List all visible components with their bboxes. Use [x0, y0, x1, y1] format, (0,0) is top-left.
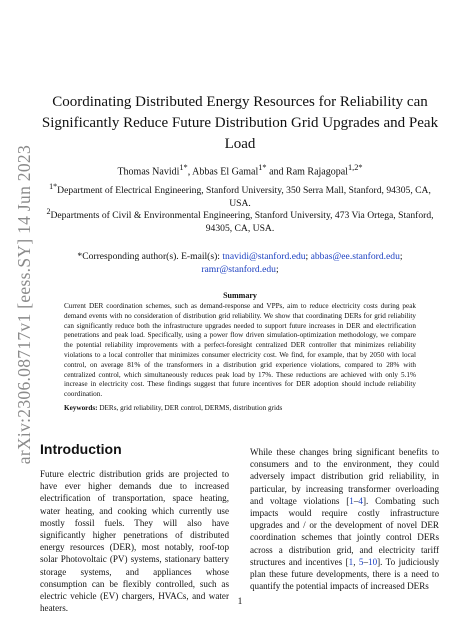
corresponding-author: [40, 251, 440, 276]
author-separator: and: [266, 166, 287, 178]
affiliation-text: Departments of Civil & Environmental Engineering, Stanford University, 473 Via Ortega, Stanford, 94305, CA, USA.: [50, 210, 434, 234]
author-separator: ,: [187, 166, 193, 178]
keywords-text: DERs, grid reliability, DER control, DERMS, distribution grids: [97, 404, 283, 412]
summary-text: Current DER coordination schemes, such as demand-response and VPPs, aim to reduce electricity costs during peak demand events with no consideration of distribution grid reliability. We show that coordinating DERs for grid reliability can significantly reduce both the infrastructure upgrades needed to support future increases in DER and electrification penetrations and peak load. Specifically, using a power flow driven simulation-optimization methodology, we compare the potential reliability improvements with a perfect-foresight centralized DER controller that minimizes reliability violations to a local controller that minimizes consumer electricity cost. We find, for example, that by 2050 with local control, on average 81% of the transformers in a distribution grid experience violations, compared to 28% with centralized control, which simultaneously reduces peak load by 17%. These reductions are achieved with only 5.1% increase in electricity cost. These findings suggest that future incentives for DER adoption should include reliability coordination.: [64, 302, 416, 399]
affiliation-superscript: 2: [46, 207, 51, 216]
email-separator: ;: [305, 251, 311, 262]
arxiv-identifier: arXiv:2306.08717v1 [eess.SY] 14 Jun 2023: [13, 145, 34, 465]
affiliation-2: [40, 206, 440, 235]
citation-link[interactable]: 1: [349, 495, 354, 506]
author-list: [40, 163, 440, 177]
author-superscript: 1*: [179, 163, 188, 172]
author-superscript: 1*: [258, 163, 267, 172]
body-text: –: [353, 495, 359, 506]
intro-left-column: Future electric distribution grids are projected to have ever higher demands due to increased electrification of transportation, space heating, water heating, and cooking which currently use mostly fossil fuels. They will also have significantly higher penetrations of distributed energy resources (DER), most notably, roof-top solar Photovoltaic (PV) systems, stationary battery storage systems, and appliances whose consumption can be flexibly controlled, such as electric vehicle (EV) chargers, HVACs, and water heaters.: [40, 469, 229, 614]
keywords-label: Keywords:: [64, 404, 98, 412]
citation-link[interactable]: 5: [358, 556, 364, 567]
arxiv-stamp: [10, 90, 38, 520]
body-text: While these changes bring significant benefits to consumers and to the environment, they could adversely impact distribution grid reliability, in particular, by increasing transformer overloading and voltage violations [: [250, 447, 439, 506]
email-separator: ;: [399, 251, 403, 262]
body-text: ]. To judiciously plan these future developments, there is a need to quantify the potential impacts of increased DERs: [250, 556, 439, 592]
page-number: 1: [237, 597, 243, 607]
email-link[interactable]: ramr@stanford.edu: [201, 263, 276, 275]
email-separator: ;: [275, 263, 279, 275]
citation-link[interactable]: 1: [348, 556, 354, 567]
citation-link[interactable]: 10: [368, 556, 378, 567]
affiliation-superscript: 1*: [49, 182, 58, 191]
keywords: [64, 404, 416, 412]
author-name: Thomas Navidi: [117, 166, 180, 178]
author-name: Abbas El Gamal: [192, 166, 259, 178]
corresponding-label: *Corresponding author(s). E-mail(s):: [77, 251, 223, 262]
paper-title: Coordinating Distributed Energy Resources for Reliability can Significantly Reduce Future Distribution Grid Upgrades and Peak Load: [41, 94, 439, 152]
author-name: Ram Rajagopal: [286, 166, 348, 178]
citation-link[interactable]: 4: [358, 495, 363, 506]
author-superscript: 1,2*: [347, 163, 363, 172]
affiliation-text: Department of Electrical Engineering, Stanford University, 350 Serra Mall, Stanford, 94305, CA, USA.: [57, 185, 431, 209]
email-link[interactable]: tnavidi@stanford.edu: [222, 251, 306, 262]
body-text: –: [363, 556, 369, 567]
summary-heading: Summary: [223, 291, 257, 300]
body-text: ]. Combating such impacts would require costly infrastructure upgrades and / or the development of novel DER coordination schemes that jointly control DERs across a distribution grid, and electricity tariff structures and incentives [: [250, 495, 439, 567]
email-link[interactable]: abbas@ee.stanford.edu: [310, 251, 400, 262]
intro-right-column: [250, 446, 439, 592]
body-text: ,: [353, 556, 359, 567]
section-heading-introduction: Introduction: [40, 441, 122, 457]
